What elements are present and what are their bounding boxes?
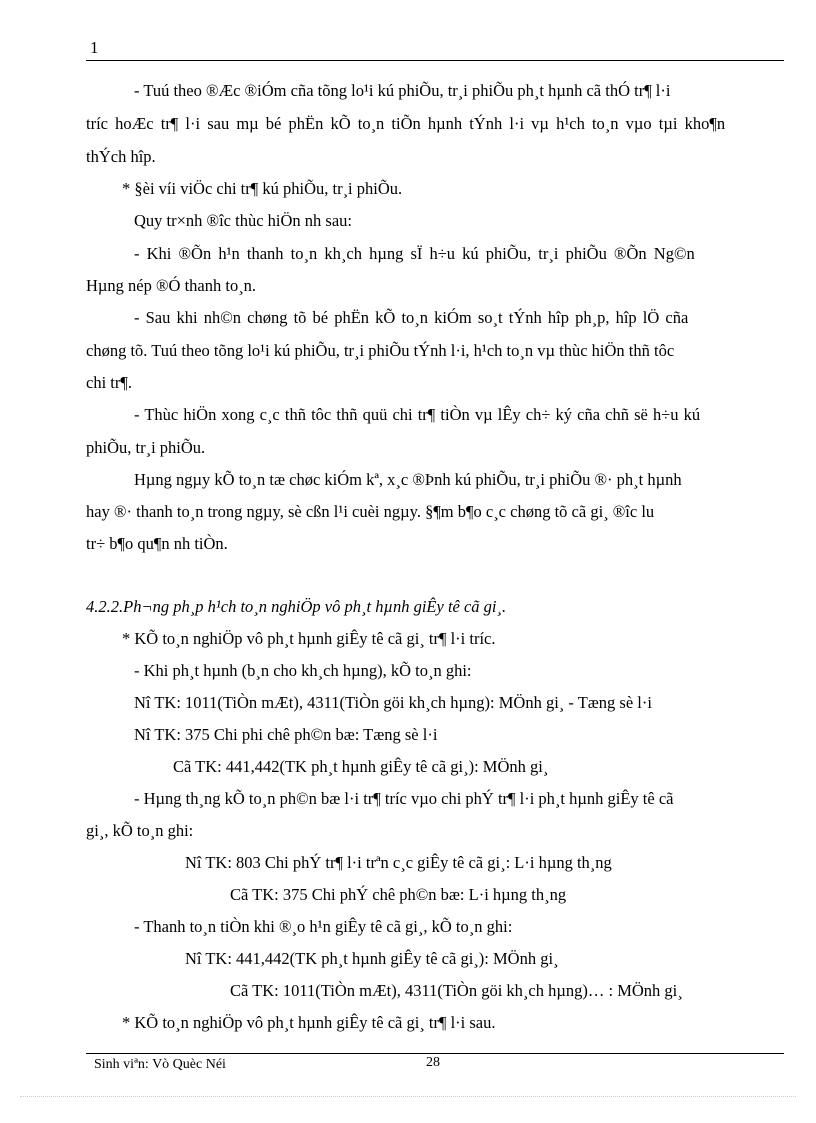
body-line: Hµng nép ®Ó thanh to¸n.: [86, 276, 257, 295]
body-line: Nî TK: 375 Chi phi chê ph©n bæ: Tæng sè l·i: [134, 725, 438, 744]
body-line: - Hµng th¸ng kÕ to¸n ph©n bæ l·i tr¶ tríc vµo chi phÝ tr¶ l·i ph¸t hµnh giÊy tê cã: [134, 789, 674, 808]
body-line: chi tr¶.: [86, 373, 132, 392]
body-line: tr÷ b¶o qu¶n nh tiÒn.: [86, 534, 228, 553]
body-line: * KÕ to¸n nghiÖp vô ph¸t hµnh giÊy tê cã gi¸ tr¶ l·i sau.: [122, 1013, 496, 1032]
header-page-number: 1: [90, 38, 99, 57]
header-rule: [86, 60, 784, 61]
body-line: - Khi ®Õn h¹n thanh to¸n kh¸ch hµng sÏ h÷u kú phiÕu, tr¸i phiÕu ®Õn Ng©n: [134, 244, 695, 263]
body-line: thÝch hîp.: [86, 147, 156, 166]
body-line: Cã TK: 1011(TiÒn mÆt), 4311(TiÒn göi kh¸ch hµng)… : MÖnh gi¸: [230, 981, 683, 1000]
footer-rule: [86, 1053, 784, 1054]
body-line: * KÕ to¸n nghiÖp vô ph¸t hµnh giÊy tê cã gi¸ tr¶ l·i tríc.: [122, 629, 496, 648]
body-line: - Thùc hiÖn xong c¸c thñ tôc thñ quü chi tr¶ tiÒn vµ lÊy ch÷ ký cña chñ së h÷u kú: [134, 405, 701, 424]
body-line: tríc hoÆc tr¶ l·i sau mµ bé phËn kÕ to¸n tiÕn hµnh tÝnh l·i vµ h¹ch to¸n vµo tµi kho¶n: [86, 114, 726, 133]
body-line: Quy tr×nh ®îc thùc hiÖn nh sau:: [134, 211, 352, 230]
body-line: Cã TK: 441,442(TK ph¸t hµnh giÊy tê cã gi¸): MÖnh gi¸: [173, 757, 549, 776]
body-line: - Khi ph¸t hµnh (b¸n cho kh¸ch hµng), kÕ to¸n ghi:: [134, 661, 472, 680]
body-line: Nî TK: 441,442(TK ph¸t hµnh giÊy tê cã gi¸): MÖnh gi¸: [185, 949, 559, 968]
footer-page-number: 28: [426, 1055, 440, 1070]
body-line: gi¸, kÕ to¸n ghi:: [86, 821, 194, 840]
body-line: chøng tõ. Tuú theo tõng lo¹i kú phiÕu, tr¸i phiÕu tÝnh l·i, h¹ch to¸n vµ thùc hiÖn thñ tôc: [86, 341, 675, 360]
body-line: * §èi víi viÖc chi tr¶ kú phiÕu, tr¸i phiÕu.: [122, 179, 403, 198]
body-line: Nî TK: 1011(TiÒn mÆt), 4311(TiÒn göi kh¸ch hµng): MÖnh gi¸ - Tæng sè l·i: [134, 693, 652, 712]
section-heading: 4.2.2.Ph¬ng ph¸p h¹ch to¸n nghiÖp vô ph¸t hµnh giÊy tê cã gi¸.: [86, 597, 507, 616]
body-line: Nî TK: 803 Chi phÝ tr¶ l·i trªn c¸c giÊy tê cã gi¸: L·i hµng th¸ng: [185, 853, 612, 872]
footer-student-name: Sinh viªn: Vò Quèc Néi: [94, 1057, 226, 1072]
body-line: phiÕu, tr¸i phiÕu.: [86, 438, 206, 457]
body-line: Hµng ngµy kÕ to¸n tæ chøc kiÓm kª, x¸c ®Þnh kú phiÕu, tr¸i phiÕu ®· ph¸t hµnh: [134, 470, 682, 489]
body-line: hay ®· thanh to¸n trong ngµy, sè cßn l¹i cuèi ngµy. §¶m b¶o c¸c chøng tõ cã gi¸ ®îc lu: [86, 502, 655, 521]
body-line: - Sau khi nh©n chøng tõ bé phËn kÕ to¸n kiÓm so¸t tÝnh hîp ph¸p, hîp lÖ cña: [134, 308, 689, 327]
body-line: - Tuú theo ®Æc ®iÓm cña tõng lo¹i kú phiÕu, tr¸i phiÕu ph¸t hµnh cã thÓ tr¶ l·i: [134, 81, 671, 100]
page-bottom-divider: [20, 1096, 796, 1097]
body-line: - Thanh to¸n tiÒn khi ®¸o h¹n giÊy tê cã gi¸, kÕ to¸n ghi:: [134, 917, 513, 936]
body-line: Cã TK: 375 Chi phÝ chê ph©n bæ: L·i hµng th¸ng: [230, 885, 567, 904]
